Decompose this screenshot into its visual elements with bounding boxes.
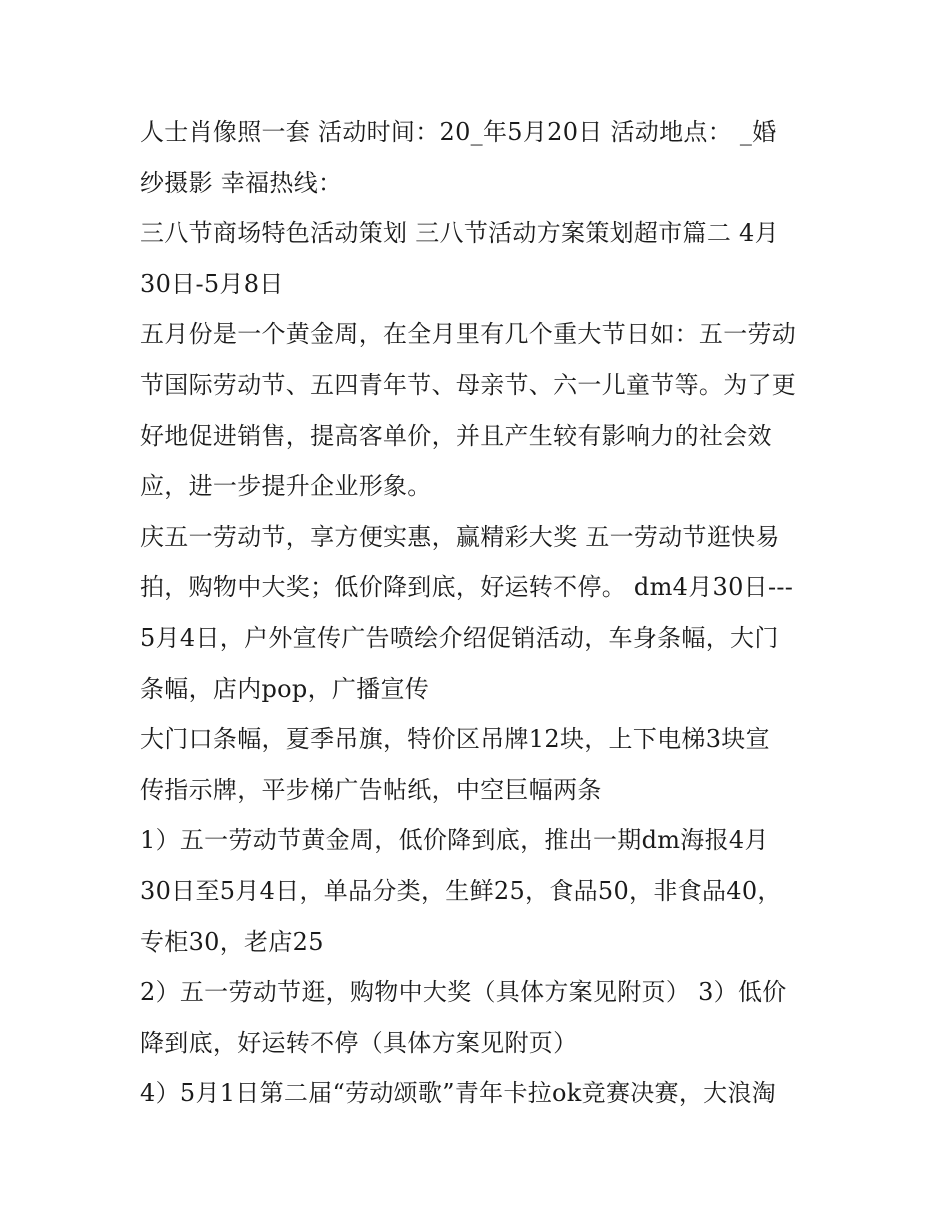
text-line: 五月份是一个黄金周，在全月里有几个重大节日如：五一劳动 [140,320,797,349]
text-line: 5月4日，户外宣传广告喷绘介绍促销活动，车身条幅，大门 [140,623,779,652]
text-line: 好地促进销售，提高客单价，并且产生较有影响力的社会效 [140,421,772,450]
text-line: 人士肖像照一套 活动时间：20_年5月20日 活动地点： _婚 [140,118,777,146]
text-line: 2）五一劳动节逛，购物中大奖（具体方案见附页） 3）低价 [140,978,787,1007]
text-line: 纱摄影 幸福热线： [140,168,343,197]
text-line: 30日-5月8日 [140,269,284,298]
text-line: 拍，购物中大奖；低价降到底，好运转不停。 dm4月30日--- [140,573,794,602]
text-line: 应，进一步提升企业形象。 [140,472,432,501]
text-line: 降到底，好运转不停（具体方案见附页） [140,1028,578,1057]
text-line: 4）5月1日第二届“劳动颂歌”青年卡拉ok竞赛决赛，大浪淘 [140,1079,777,1108]
text-line: 条幅，店内pop，广播宣传 [140,674,430,703]
text-line: 庆五一劳动节，享方便实惠，赢精彩大奖 五一劳动节逛快易 [140,522,780,551]
text-line: 1）五一劳动节黄金周，低价降到底，推出一期dm海报4月 [140,826,769,855]
text-line: 传指示牌，平步梯广告帖纸，中空巨幅两条 [140,775,602,804]
document-body [140,107,812,1119]
text-line: 三八节商场特色活动策划 三八节活动方案策划超市篇二 4月 [140,219,779,248]
text-line: 专柜30，老店25 [140,927,324,956]
text-line: 30日至5月4日，单品分类，生鲜25，食品50，非食品40， [140,876,782,905]
text-line: 节国际劳动节、五四青年节、母亲节、六一儿童节等。为了更 [140,370,797,399]
text-line: 大门口条幅，夏季吊旗，特价区吊牌12块，上下电梯3块宣 [140,725,770,754]
